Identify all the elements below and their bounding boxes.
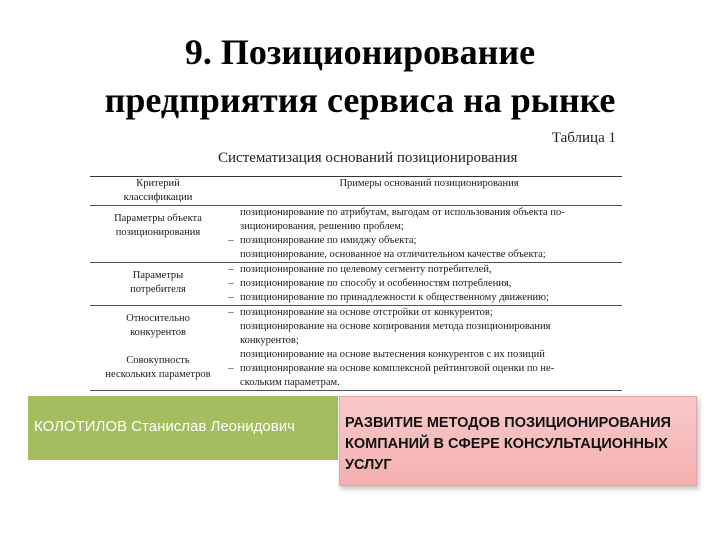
row-examples: позиционирование по атрибутам, выгодам от использования объекта по- зиционирования, решению проблем; позиционирование по имиджу объекта; позиционирование, основанное на отличительном качестве объекта; — [236, 206, 622, 263]
table-header-row — [90, 177, 622, 206]
thesis-title: РАЗВИТИЕ МЕТОДОВ ПОЗИЦИОНИРОВАНИЯ КОМПАНИЙ В СФЕРЕ КОНСУЛЬТАЦИОННЫХ УСЛУГ — [345, 415, 671, 473]
table-row: Параметры потребителя – – – позиционирование по целевому сегменту потребителей, позиционирование по способу и особенностям потребления, позиционирование по принадлежности к общественному движению; — [90, 263, 622, 306]
slide-title — [0, 28, 720, 124]
table-number: Таблица 1 — [551, 130, 616, 146]
slide-title-line-2: предприятия сервиса на рынке — [104, 80, 616, 120]
positioning-table — [90, 176, 622, 391]
author-name: КОЛОТИЛОВ Станислав Леонидович — [34, 418, 295, 435]
scanned-table-image — [88, 128, 630, 396]
table-caption: Систематизация оснований позиционирования — [218, 150, 518, 166]
header-examples: Примеры оснований позиционирования — [236, 177, 622, 206]
row-criterion: Параметры потребителя — [90, 263, 226, 306]
table-row: Параметры объекта позиционирования – позиционирование по атрибутам, выгодам от использования объекта по- зиционирования, решению проблем; позиционирование по имиджу объекта; позиционирование, основанное на отличительном качестве объекта; — [90, 206, 622, 263]
row-criterion: Относительно конкурентов Совокупность нескольких параметров — [90, 306, 226, 391]
row-examples: позиционирование на основе отстройки от конкурентов; позиционирование на основе копирования метода позиционирования конкурентов; позиционирование на основе вытеснения конкурентов с их позиций позиционирование на основе комплексной рейтинговой оценки по не- скольким параметрам. — [236, 306, 622, 391]
row-examples: позиционирование по целевому сегменту потребителей, позиционирование по способу и особенностям потребления, позиционирование по принадлежности к общественному движению; — [236, 263, 622, 306]
row-criterion: Параметры объекта позиционирования — [90, 206, 226, 263]
header-criterion: Критерий классификации — [90, 177, 226, 206]
slide-title-line-1: 9. Позиционирование — [184, 32, 536, 72]
table-row: Относительно конкурентов Совокупность нескольких параметров – – позиционирование на основе отстройки от конкурентов; позиционирование на основе копирования метода позиционирования конкурентов; позиционирование на основе вытеснения конкурентов с их позиций позиционирование на основе комплексной рейтинговой оценки по не- скольким параметрам. — [90, 306, 622, 391]
